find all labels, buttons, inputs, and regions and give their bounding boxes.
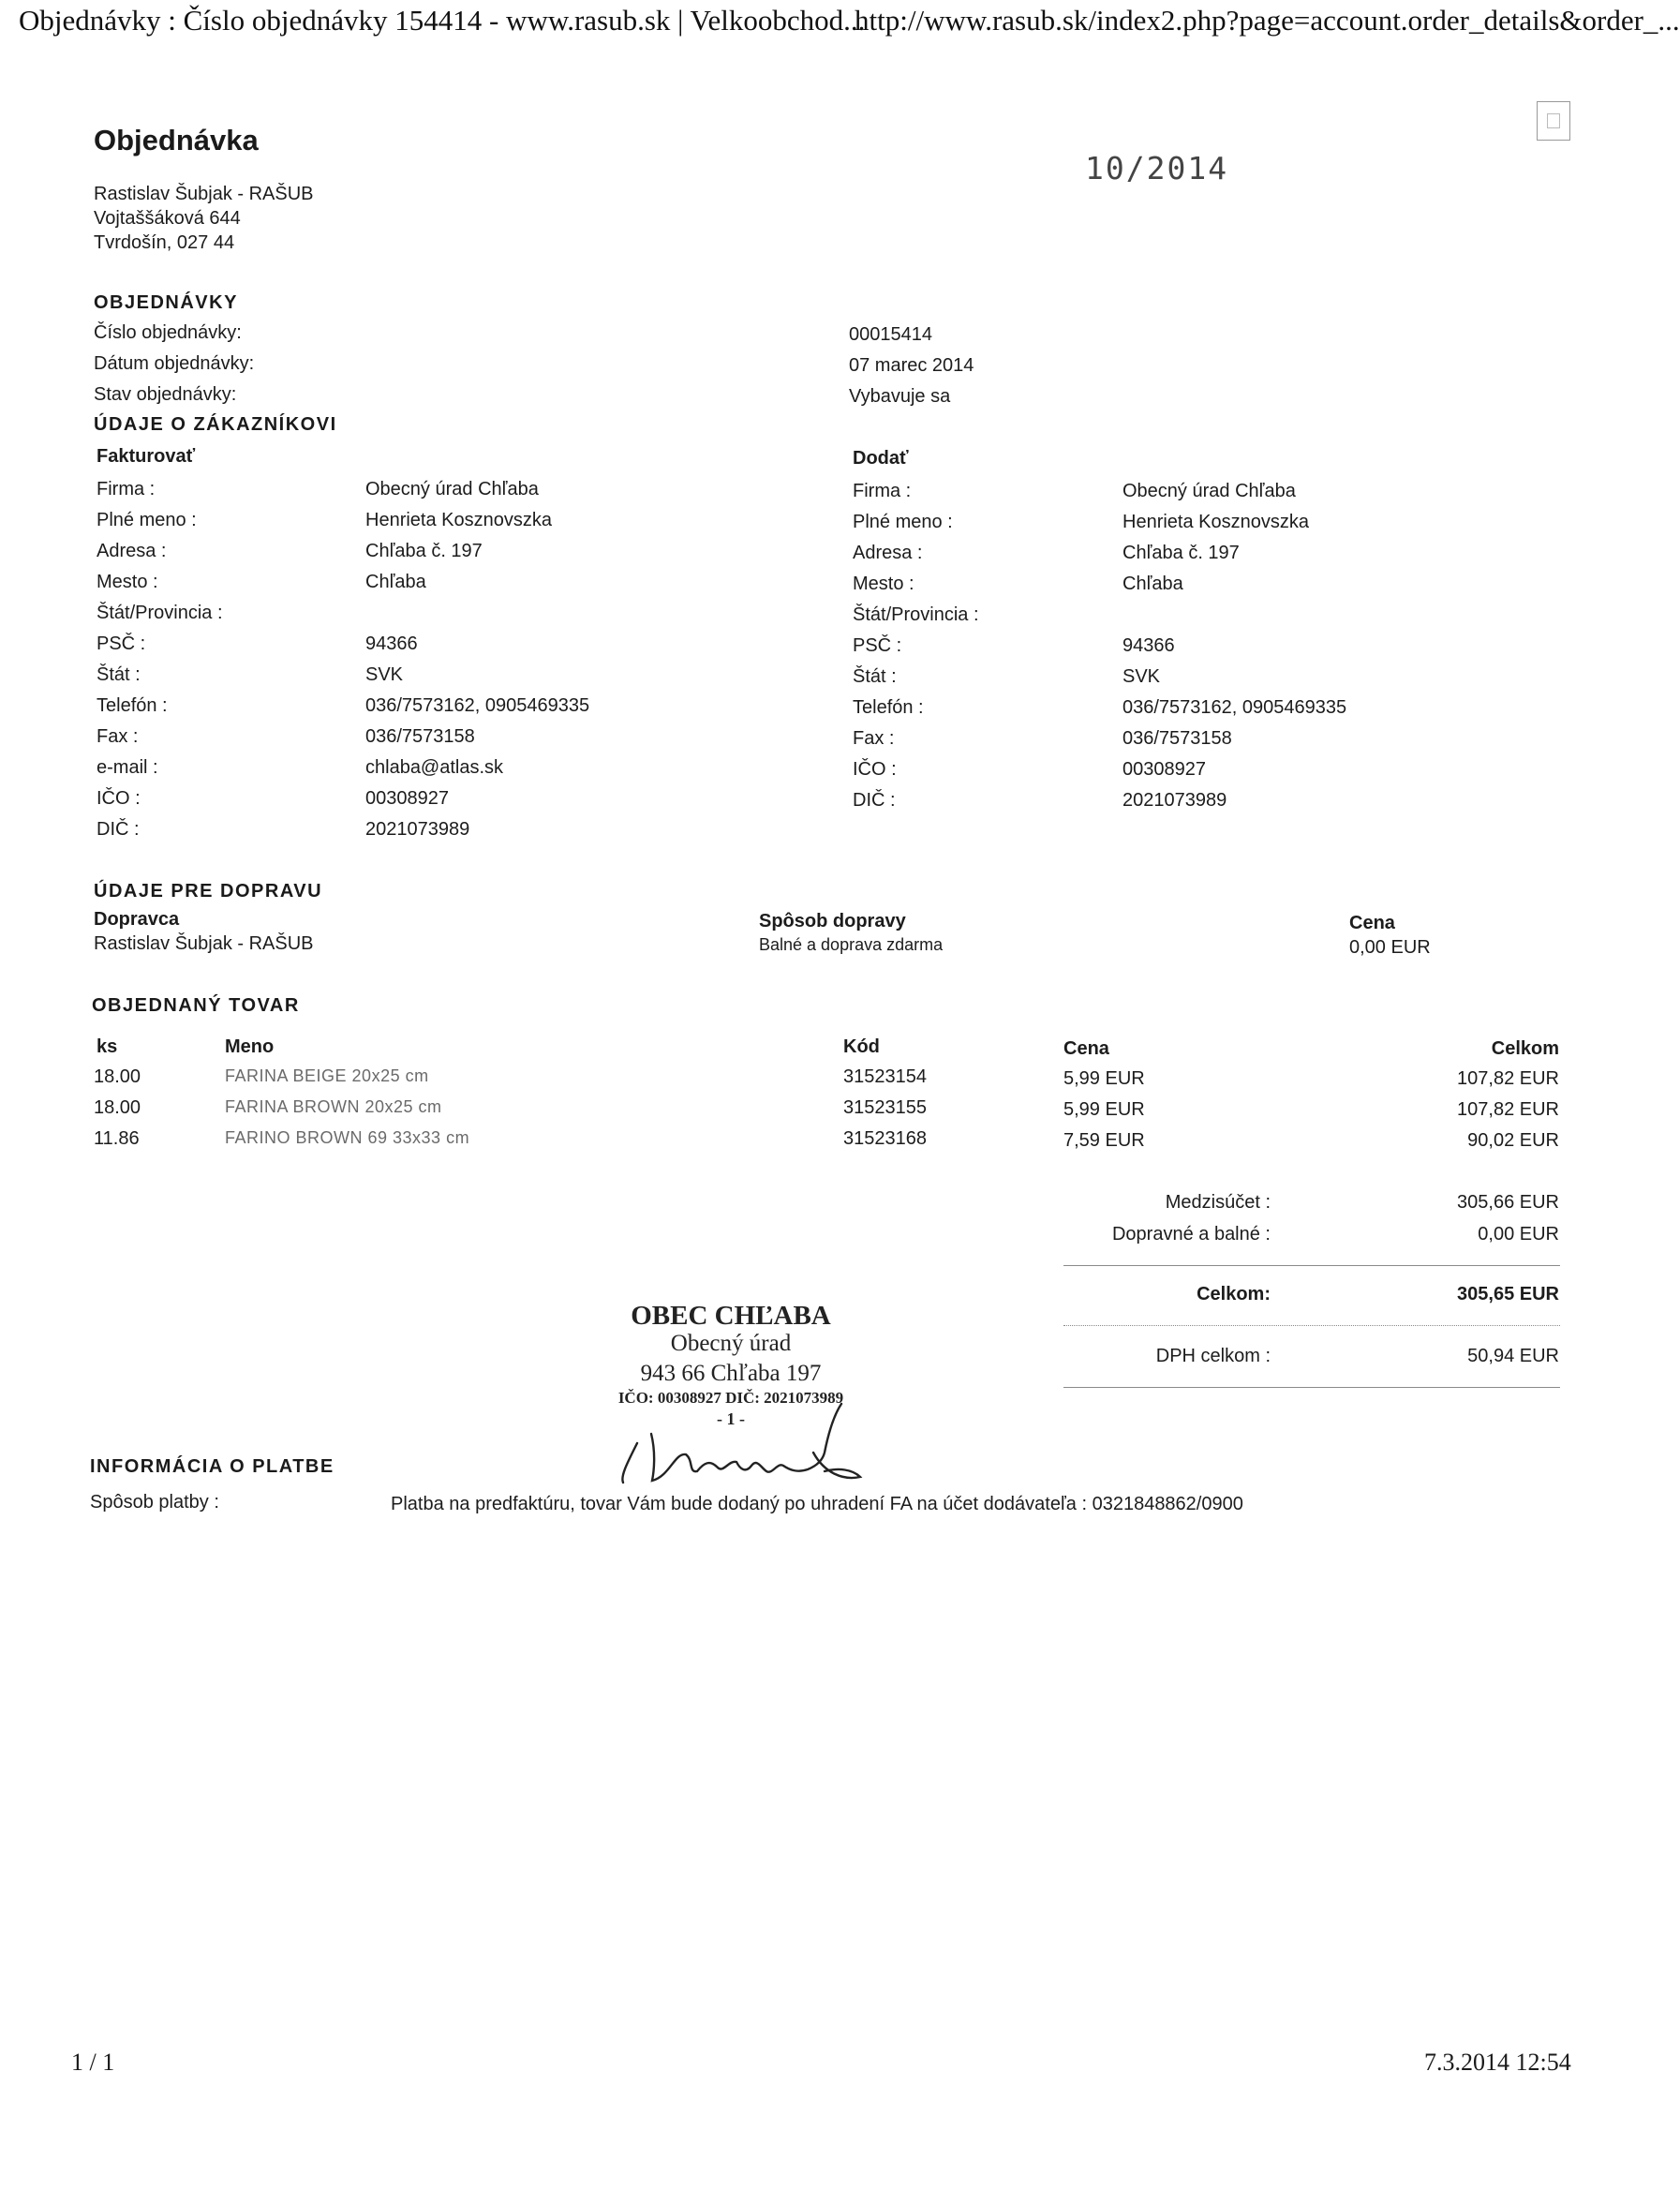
shipping-address-heading: Dodať — [853, 448, 909, 469]
grand-total-value: 305,65 EUR — [1457, 1284, 1559, 1304]
item-qty: 18.00 — [94, 1097, 141, 1118]
billing-heading: Fakturovať — [97, 446, 196, 467]
shipping-value: 2021073989 — [1122, 790, 1227, 811]
shipping-method-label: Spôsob dopravy — [759, 911, 906, 932]
stamp-line-1: OBEC CHĽABA — [631, 1301, 831, 1331]
billing-value: 94366 — [365, 633, 418, 654]
payment-method-value: Platba na predfaktúru, tovar Vám bude dodaný po uhradení FA na účet dodávateľa : 0321848862/0900 — [391, 1494, 1243, 1514]
customer-heading: ÚDAJE O ZÁKAZNÍKOVI — [94, 414, 337, 435]
carrier-label: Dopravca — [94, 909, 180, 930]
totals-divider-3 — [1063, 1387, 1560, 1388]
billing-label: Štát : — [97, 664, 141, 685]
stamp-line-3: 943 66 Chľaba 197 — [640, 1361, 822, 1386]
order-date-label: Dátum objednávky: — [94, 353, 255, 374]
shipping-cost-value: 0,00 EUR — [1478, 1224, 1559, 1245]
shipping-method-value: Balné a doprava zdarma — [759, 935, 944, 954]
billing-value: chlaba@atlas.sk — [365, 757, 504, 778]
shipping-label: IČO : — [853, 759, 897, 780]
items-heading: OBJEDNANÝ TOVAR — [92, 995, 300, 1016]
item-qty: 18.00 — [94, 1066, 141, 1087]
corner-mark-icon — [1537, 101, 1570, 141]
shipping-label: Fax : — [853, 728, 895, 749]
document-title: Objednávka — [94, 124, 259, 156]
carrier-value: Rastislav Šubjak - RAŠUB — [94, 933, 314, 954]
shipping-price-label: Cena — [1349, 913, 1395, 933]
shipping-value: Obecný úrad Chľaba — [1122, 481, 1296, 501]
shipping-label: Štát/Provincia : — [853, 604, 979, 625]
subtotal-value: 305,66 EUR — [1457, 1192, 1559, 1213]
order-number: 00015414 — [849, 324, 932, 345]
billing-label: IČO : — [97, 788, 141, 809]
order-number-label: Číslo objednávky: — [94, 322, 242, 343]
shipping-heading: ÚDAJE PRE DOPRAVU — [94, 881, 323, 902]
item-name: FARINO BROWN 69 33x33 cm — [225, 1128, 470, 1147]
items-col-name: Meno — [225, 1036, 275, 1057]
items-col-code: Kód — [843, 1036, 880, 1057]
item-qty: 11.86 — [94, 1128, 140, 1149]
shipping-label: Mesto : — [853, 574, 914, 594]
page-counter: 1 / 1 — [71, 2049, 115, 2076]
billing-label: DIČ : — [97, 819, 140, 840]
billing-value: Obecný úrad Chľaba — [365, 479, 539, 499]
shipping-price-value: 0,00 EUR — [1349, 937, 1431, 958]
print-page-url: http://www.rasub.sk/index2.php?page=account.order_details&order_... — [855, 4, 1680, 37]
stamp-line-5: - 1 - — [717, 1409, 745, 1428]
shipping-label: Firma : — [853, 481, 912, 501]
subtotal-label: Medzisúčet : — [1165, 1192, 1271, 1213]
item-total: 107,82 EUR — [1457, 1099, 1559, 1120]
order-heading: OBJEDNÁVKY — [94, 292, 238, 313]
shipping-label: PSČ : — [853, 635, 902, 656]
billing-label: Plné meno : — [97, 510, 197, 530]
order-status: Vybavuje sa — [849, 386, 951, 407]
billing-label: e-mail : — [97, 757, 158, 778]
item-total: 90,02 EUR — [1467, 1130, 1559, 1151]
billing-value: Chľaba č. 197 — [365, 541, 483, 561]
shipping-value: 94366 — [1122, 635, 1175, 656]
billing-value: 2021073989 — [365, 819, 470, 840]
item-code: 31523155 — [843, 1097, 927, 1118]
items-col-price: Cena — [1063, 1038, 1109, 1059]
payment-method-label: Spôsob platby : — [90, 1492, 219, 1513]
billing-value: 00308927 — [365, 788, 449, 809]
billing-value: 036/7573162, 0905469335 — [365, 695, 590, 716]
item-code: 31523154 — [843, 1066, 927, 1087]
billing-label: Štát/Provincia : — [97, 603, 223, 623]
billing-label: Firma : — [97, 479, 156, 499]
payment-heading: INFORMÁCIA O PLATBE — [90, 1456, 335, 1477]
billing-value: SVK — [365, 664, 404, 685]
billing-label: PSČ : — [97, 633, 146, 654]
item-code: 31523168 — [843, 1128, 927, 1149]
item-price: 7,59 EUR — [1063, 1130, 1145, 1151]
item-name: FARINA BROWN 20x25 cm — [225, 1097, 442, 1116]
billing-value: 036/7573158 — [365, 726, 475, 747]
stamp-line-4: IČO: 00308927 DIČ: 2021073989 — [617, 1389, 844, 1407]
items-col-total: Celkom — [1491, 1038, 1559, 1059]
vat-value: 50,94 EUR — [1467, 1346, 1559, 1366]
billing-label: Telefón : — [97, 695, 168, 716]
billing-label: Adresa : — [97, 541, 167, 561]
billing-value: Chľaba — [365, 572, 426, 592]
shipping-value: 036/7573158 — [1122, 728, 1232, 749]
shipping-label: Adresa : — [853, 543, 923, 563]
item-name: FARINA BEIGE 20x25 cm — [225, 1066, 429, 1085]
item-price: 5,99 EUR — [1063, 1068, 1145, 1089]
shipping-label: DIČ : — [853, 790, 896, 811]
seller-street: Vojtaššáková 644 — [94, 208, 241, 229]
shipping-label: Plné meno : — [853, 512, 953, 532]
print-page-title: Objednávky : Číslo objednávky 154414 - www.rasub.sk | Velkoobchod... — [19, 4, 866, 37]
billing-label: Fax : — [97, 726, 139, 747]
order-date: 07 marec 2014 — [849, 355, 974, 376]
totals-divider-1 — [1063, 1265, 1560, 1266]
billing-label: Mesto : — [97, 572, 158, 592]
shipping-cost-label: Dopravné a balné : — [1111, 1224, 1271, 1245]
shipping-value: Chľaba — [1122, 574, 1183, 594]
seller-name: Rastislav Šubjak - RAŠUB — [94, 184, 314, 204]
shipping-value: 036/7573162, 0905469335 — [1122, 697, 1347, 718]
handwritten-note: 10/2014 — [1085, 150, 1229, 186]
shipping-label: Telefón : — [853, 697, 924, 718]
item-price: 5,99 EUR — [1063, 1099, 1145, 1120]
stamp-line-2: Obecný úrad — [670, 1331, 792, 1356]
shipping-value: SVK — [1122, 666, 1161, 687]
shipping-value: 00308927 — [1122, 759, 1206, 780]
signature-icon — [600, 1387, 871, 1490]
shipping-value: Henrieta Kosznovszka — [1122, 512, 1309, 532]
vat-label: DPH celkom : — [1155, 1346, 1271, 1366]
totals-divider-2 — [1063, 1325, 1560, 1326]
print-datetime: 7.3.2014 12:54 — [1424, 2049, 1571, 2076]
seller-city: Tvrdošín, 027 44 — [94, 232, 235, 253]
grand-total-label: Celkom: — [1197, 1284, 1271, 1304]
shipping-value: Chľaba č. 197 — [1122, 543, 1240, 563]
item-total: 107,82 EUR — [1457, 1068, 1559, 1089]
shipping-label: Štát : — [853, 666, 897, 687]
items-col-qty: ks — [97, 1036, 118, 1057]
billing-value: Henrieta Kosznovszka — [365, 510, 552, 530]
order-status-label: Stav objednávky: — [94, 384, 237, 405]
